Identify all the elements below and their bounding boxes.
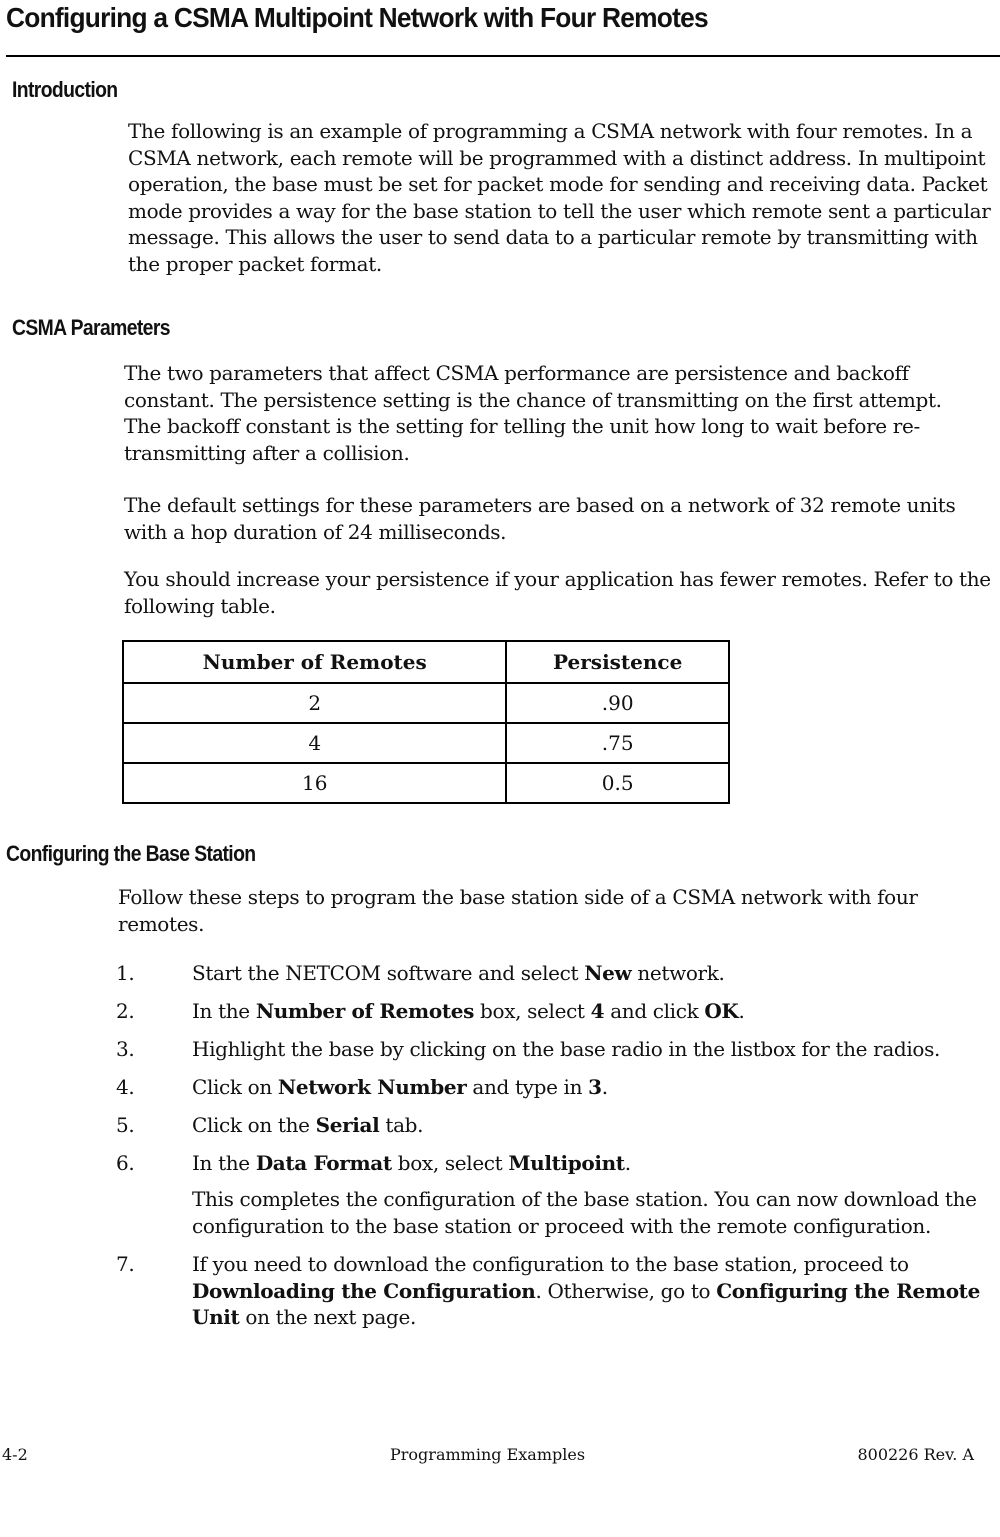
header-persistence: Persistence [506, 641, 729, 683]
cell-remotes: 2 [123, 683, 506, 723]
footer-doc-id: 800226 Rev. A [857, 1445, 974, 1464]
base-station-intro: Follow these steps to program the base station side of a CSMA network with four remotes. [118, 885, 918, 936]
table-header-row [123, 641, 729, 683]
csma-parameters-heading: CSMA Parameters [12, 315, 170, 340]
csma-paragraph-increase: You should increase your persistence if your application has fewer remotes. Refer to the following table. [124, 567, 991, 618]
title-divider [6, 55, 1000, 57]
cell-persistence: 0.5 [506, 763, 729, 803]
base-station-steps [116, 960, 986, 1342]
step-number: 5. [116, 1113, 135, 1137]
footer-page-number: 4-2 [2, 1445, 28, 1464]
cell-persistence: .90 [506, 683, 729, 723]
step-number: 7. [116, 1252, 135, 1276]
footer-section: Programming Examples [390, 1445, 586, 1464]
step-text: Start the NETCOM software and select New network. [192, 961, 725, 985]
list-item [116, 1036, 986, 1063]
csma-paragraph-persistence: The two parameters that affect CSMA performance are persistence and backoff constant. The persistence setting is the chance of transmitting on the first attempt. The backoff constant is the setting for telling the unit how long to wait before re-transmitting after a collision. [124, 361, 942, 465]
table-row [123, 683, 729, 723]
step-number: 2. [116, 999, 135, 1023]
step-number: 1. [116, 961, 135, 985]
step-text: Highlight the base by clicking on the base radio in the listbox for the radios. [192, 1037, 941, 1061]
list-item [116, 1150, 986, 1177]
table-row [123, 763, 729, 803]
list-item [116, 1112, 986, 1139]
step-text: In the Data Format box, select Multipoint. [192, 1151, 631, 1175]
list-item [116, 1074, 986, 1101]
introduction-paragraph: The following is an example of programming a CSMA network with four remotes. In a CSMA network, each remote will be programmed with a distinct address. In multipoint operation, the base must be set for packet mode for sending and receiving data. Packet mode provides a way for the base station to tell the user which remote sent a particular message. This allows the user to send data to a particular remote by transmitting with the proper packet format. [128, 119, 991, 276]
table-row [123, 723, 729, 763]
introduction-heading: Introduction [12, 77, 118, 102]
list-item [116, 998, 986, 1025]
header-number-of-remotes: Number of Remotes [123, 641, 506, 683]
csma-paragraph-defaults: The default settings for these parameters are based on a network of 32 remote units with a hop duration of 24 milliseconds. [124, 493, 956, 544]
page-title: Configuring a CSMA Multipoint Network with Four Remotes [6, 2, 708, 33]
step-text: In the Number of Remotes box, select 4 and click OK. [192, 999, 745, 1023]
cell-remotes: 4 [123, 723, 506, 763]
step-number: 3. [116, 1037, 135, 1061]
step-number: 4. [116, 1075, 135, 1099]
base-station-heading: Configuring the Base Station [6, 841, 256, 866]
step-number: 6. [116, 1151, 135, 1175]
cell-persistence: .75 [506, 723, 729, 763]
list-item [116, 960, 986, 987]
step-text: Click on the Serial tab. [192, 1113, 424, 1137]
step-note: This completes the configuration of the base station. You can now download the configuration to the base station or proceed with the remote configuration. [192, 1187, 977, 1238]
persistence-table [122, 640, 730, 804]
step-text: If you need to download the configuration to the base station, proceed to Downloading the Configuration. Otherwise, go to Configuring the Remote Unit on the next page. [192, 1252, 980, 1329]
step-text: Click on Network Number and type in 3. [192, 1075, 608, 1099]
cell-remotes: 16 [123, 763, 506, 803]
list-item [116, 1251, 986, 1331]
